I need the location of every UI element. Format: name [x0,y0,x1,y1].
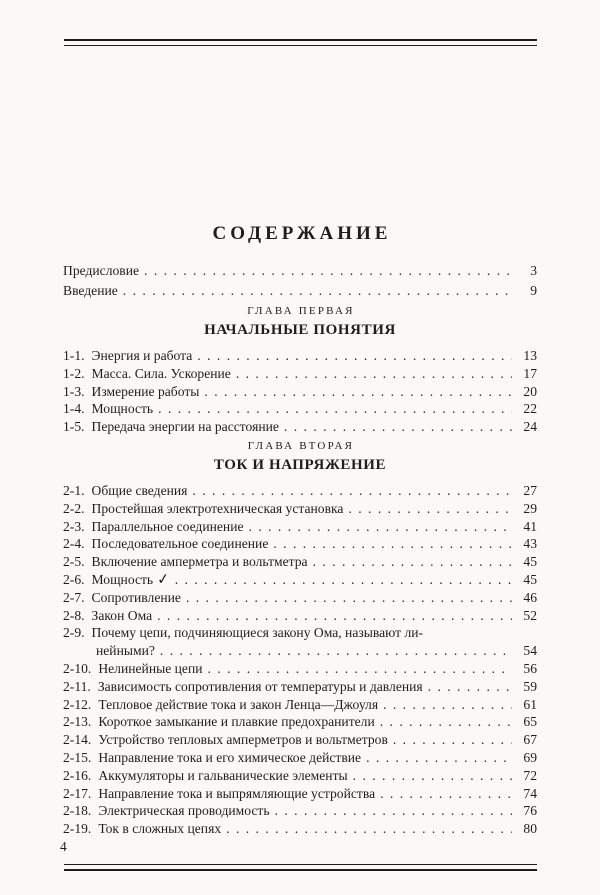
dot-leader [192,482,512,500]
toc-entry-number: 2-18. [63,803,92,819]
toc-entry-number: 2-6. [63,571,85,587]
toc-entry [63,518,537,536]
page-title: СОДЕРЖАНИЕ [212,223,392,244]
toc-entry [63,418,537,436]
dot-leader [380,785,512,803]
toc-entry [63,589,537,607]
toc-entry-label: Мощность [91,571,154,587]
toc-entry [63,383,537,401]
toc-entry-page: 59 [523,678,537,694]
toc-entry-number: 2-2. [63,500,85,516]
toc-entry-label: Передача энергии на расстояние [91,419,279,435]
toc-entry-number: 2-16. [63,767,92,783]
toc-entry-number: 1-5. [63,419,85,435]
toc-entry-page: 24 [523,419,537,435]
toc-entry-page: 80 [523,821,537,837]
table-of-contents [63,261,537,838]
toc-entry-label: Введение [63,283,118,298]
dot-leader [123,281,512,301]
chapter-kicker: ГЛАВА ВТОРАЯ [247,439,355,452]
toc-entry [63,678,537,696]
chapter-kicker: ГЛАВА ПЕРВАЯ [247,305,355,317]
toc-entry-label: Почему цепи, подчиняющиеся закону Ома, называют ли- [91,625,424,641]
dot-leader [353,767,512,785]
toc-entry-page: 52 [523,607,537,623]
toc-entry-page: 17 [523,365,537,381]
toc-entry-number: 1-2. [63,365,85,381]
dot-leader [226,820,512,838]
toc-entry-number: 2-17. [63,785,92,801]
dot-leader [275,802,512,820]
toc-entry-page: 56 [523,660,537,676]
dot-leader [157,607,512,625]
toc-entry-number: 2-7. [63,589,85,605]
toc-entry-number: 2-15. [63,749,92,765]
toc-entry-page: 67 [523,732,537,748]
toc-entry-label: Короткое замыкание и плавкие предохранители [98,714,375,730]
toc-entry-page: 3 [530,263,537,278]
dot-leader [175,571,512,589]
toc-entry-label: Зависимость сопротивления от температуры и давления [97,678,423,694]
toc-entry-page: 27 [523,482,537,498]
toc-entry-label: Масса. Сила. Ускорение [91,365,231,381]
toc-entry-label: Электрическая проводимость [98,803,270,819]
toc-entry-page: 74 [523,785,537,801]
toc-entry-page: 45 [523,571,537,587]
toc-entry-number: 1-1. [63,348,85,363]
toc-entry-page: 22 [523,401,537,417]
toc-entry-number: 2-9. [63,625,85,641]
toc-entry-page: 45 [523,554,537,570]
toc-entry-page: 72 [523,767,537,783]
toc-entry-number: 2-10. [63,660,92,676]
dot-leader [284,418,512,436]
page-number: 4 [60,839,67,854]
toc-entry [63,767,537,785]
toc-entry-label: Простейшая электротехническая установка [91,500,344,516]
dot-leader [208,660,512,678]
toc-entry-label: Последовательное соединение [91,536,269,552]
toc-entry [63,713,537,731]
dot-leader [249,518,512,536]
toc-entry [63,696,537,714]
toc-entry-page: 69 [523,749,537,765]
toc-entry-label: Мощность [91,401,154,417]
toc-entry-page: 46 [523,589,537,605]
toc-entry [63,624,537,642]
toc-entry [63,820,537,838]
toc-entry-page: 13 [523,348,537,363]
toc-entry-number: 1-3. [63,383,85,399]
toc-entry-continuation [63,642,537,660]
toc-entry-page: 41 [523,518,537,534]
bottom-double-rule [64,864,537,871]
toc-entry-label: Направление тока и выпрямляющие устройства [98,785,376,801]
dot-leader [186,589,512,607]
dot-leader [383,696,512,714]
toc-entry-label: Сопротивление [91,589,181,605]
toc-entry [63,261,537,281]
chapter-entries [63,347,537,436]
pencil-checkmark-icon: ✓ [156,569,171,589]
toc-entry-label: Параллельное соединение [91,518,244,534]
toc-entry-label: Энергия и работа [91,348,193,363]
page-content-column [63,0,537,838]
toc-entry-page: 61 [523,696,537,712]
dot-leader [366,749,512,767]
toc-entry-number: 2-3. [63,518,85,534]
toc-entry-label: Аккумуляторы и гальванические элементы [98,767,348,783]
toc-entry [63,553,537,571]
toc-entry [63,802,537,820]
toc-entry-number: 2-1. [63,482,85,498]
toc-entry [63,660,537,678]
toc-entry-label: Направление тока и его химическое действие [98,749,362,765]
dot-leader [160,642,512,660]
toc-entry-page: 65 [523,714,537,730]
dot-leader [197,347,512,365]
toc-entry-number: 2-8. [63,607,85,623]
toc-entry-label: Измерение работы [91,383,200,399]
toc-entry [63,749,537,767]
toc-entry-label: Нелинейные цепи [98,660,203,676]
dot-leader [348,500,512,518]
toc-entry-label: Тепловое действие тока и закон Ленца—Джоуля [98,696,379,712]
toc-entry-label: Включение амперметра и вольтметра [91,554,308,570]
toc-entry [63,500,537,518]
toc-entry [63,365,537,383]
toc-entry-number: 2-5. [63,554,85,570]
dot-leader [144,261,512,281]
toc-entry-number: 2-11. [63,678,91,694]
toc-entry-label: нейными? [96,643,155,659]
toc-entry-number: 2-14. [63,732,92,748]
toc-entry [63,400,537,418]
toc-entry [63,281,537,301]
toc-entry [63,482,537,500]
toc-entry-page: 29 [523,500,537,516]
toc-entry-page: 20 [523,383,537,399]
toc-entry-number: 2-13. [63,714,92,730]
chapter-title: ТОК И НАПРЯЖЕНИЕ [213,456,387,473]
toc-entry [63,571,537,589]
toc-entry [63,731,537,749]
toc-entry-number: 2-12. [63,696,92,712]
chapter-entries [63,482,537,838]
toc-entry-label: Предисловие [63,263,140,278]
dot-leader [158,400,512,418]
toc-entry-page: 54 [523,643,537,659]
toc-entry-label: Ток в сложных цепях [98,821,222,837]
toc-entry-label: Закон Ома [91,607,153,623]
toc-entry-label: Устройство тепловых амперметров и вольтметров [98,732,388,748]
dot-leader [393,731,512,749]
dot-leader [380,713,512,731]
chapter-title: НАЧАЛЬНЫЕ ПОНЯТИЯ [204,322,396,338]
toc-entry-page: 43 [523,536,537,552]
toc-entry [63,535,537,553]
toc-entry-number: 2-19. [63,821,92,837]
toc-entry-page: 76 [523,803,537,819]
toc-entry-number: 1-4. [63,401,85,417]
dot-leader [273,535,512,553]
dot-leader [204,383,512,401]
dot-leader [313,553,512,571]
toc-entry [63,785,537,803]
toc-entry [63,607,537,625]
toc-entry [63,347,537,365]
toc-entry-number: 2-4. [63,536,85,552]
toc-entry-page: 9 [530,283,537,298]
dot-leader [428,678,512,696]
toc-entry-label: Общие сведения [91,482,188,498]
dot-leader [236,365,512,383]
